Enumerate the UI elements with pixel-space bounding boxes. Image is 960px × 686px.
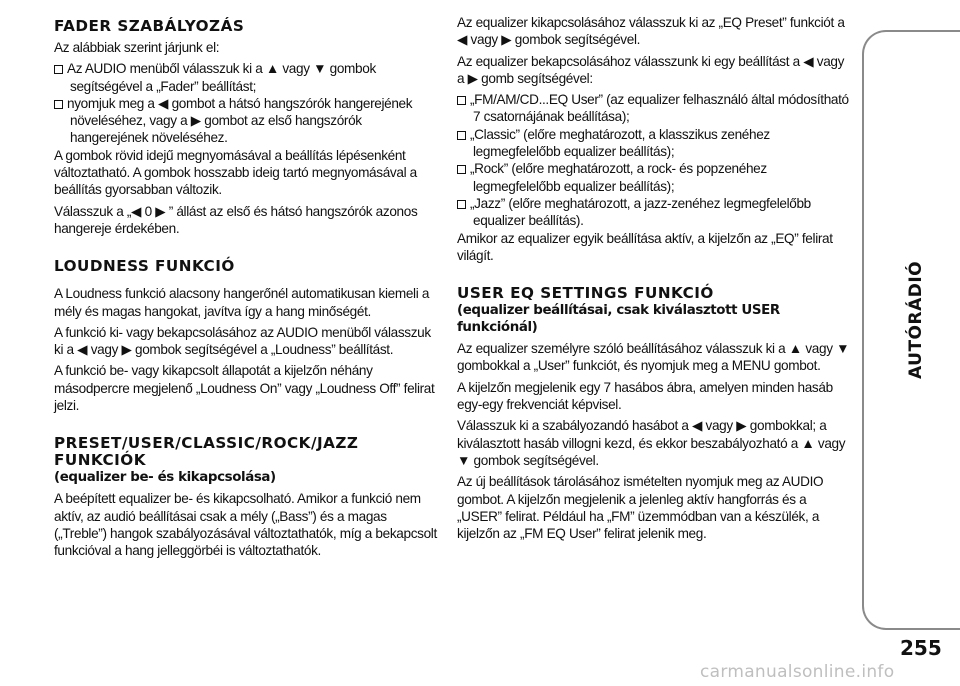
fader-paragraph-3: Válasszuk a „◀ 0 ▶ ” állást az első és hátsó hangszórók azonos hangereje érdekében. xyxy=(54,203,418,236)
chapter-tab-label: AUTÓRÁDIÓ xyxy=(906,260,926,380)
eq-list-item-3: „Rock” (előre meghatározott, a rock- és popzenéhez legmegfelelőbb equalizer beállítás); xyxy=(457,160,851,195)
checkbox-bullet-icon xyxy=(457,165,466,174)
checkbox-bullet-icon xyxy=(54,100,63,109)
eq-paragraph-1: Az equalizer kikapcsolásához válasszuk ki az „EQ Preset” funkciót a ◀ vagy ▶ gombok segítségével. xyxy=(457,15,845,48)
user-paragraph-2: A kijelzőn megjelenik egy 7 hasábos ábra, amelyen minden hasáb egy-egy frekvenciát képvisel. xyxy=(457,379,833,413)
fader-list-item-2: nyomjuk meg a ◀ gombot a hátsó hangszórók hangerejének növeléséhez, vagy a ▶ gombot az első hangszórók hangerejének növeléséhez. xyxy=(54,95,442,147)
user-paragraph-4: Az új beállítások tárolásához ismételten nyomjuk meg az AUDIO gombot. A kijelzőn megjelenik a jelenleg aktív hangforrás és a „USER” felirat. Például ha „FM” üzemmódban van a készülék, a kijelzőn az „FM EQ User” felirat jelenik meg. xyxy=(457,474,824,542)
loudness-paragraph-2: A funkció ki- vagy bekapcsolásához az AUDIO menüből válasszuk ki a ◀ vagy ▶ gombok segítségével a „Loudness” beállítást. xyxy=(54,324,431,358)
watermark: carmanualsonline.info xyxy=(700,662,895,682)
preset-paragraph-1: A beépített equalizer be- és kikapcsolható. Amikor a funkció nem aktív, az audió beállításai csak a mély („Bass”) és a magas („Treble”) hangok szabályozásával változtathatók, míg a bekapcsolt funkcióval a hang jelleggörbéi is változtathatók. xyxy=(54,491,437,559)
heading-fader: FADER SZABÁLYOZÁS xyxy=(54,17,245,35)
right-column xyxy=(457,14,851,542)
left-column xyxy=(54,14,442,560)
user-paragraph-3: Válasszuk ki a szabályozandó hasábot a ◀ vagy ▶ gombokkal; a kiválasztott hasáb villogni kezd, és ekkor beszabályozható a ▲ vagy ▼ gombok segítségével. xyxy=(457,418,846,468)
checkbox-bullet-icon xyxy=(457,200,466,209)
fader-list-item-1: Az AUDIO menüből válasszuk ki a ▲ vagy ▼ gombok segítségével a „Fader” beállítást; xyxy=(54,60,442,95)
eq-list-item-1: „FM/AM/CD...EQ User” (az equalizer felhasználó által módosítható 7 csatornájának beállítása); xyxy=(457,91,851,126)
loudness-paragraph-1: A Loudness funkció alacsony hangerőnél automatikusan kiemeli a mély és magas hangokat, javítva így a hang minőségét. xyxy=(54,286,430,319)
fader-intro: Az alábbiak szerint járjunk el: xyxy=(54,40,220,55)
eq-paragraph-2: Az equalizer bekapcsolásához válasszunk ki egy beállítást a ◀ vagy a ▶ gomb segítségével: xyxy=(457,53,845,86)
checkbox-bullet-icon xyxy=(457,96,466,105)
eq-list-item-4: „Jazz” (előre meghatározott, a jazz-zenéhez legmegfelelőbb equalizer beállítás). xyxy=(457,195,851,230)
checkbox-bullet-icon xyxy=(54,65,63,74)
heading-preset: PRESET/USER/CLASSIC/ROCK/JAZZ FUNKCIÓK xyxy=(54,434,359,470)
chapter-sidebar xyxy=(862,0,960,686)
page-number: 255 xyxy=(900,636,942,660)
eq-list-item-2: „Classic” (előre meghatározott, a klasszikus zenéhez legmegfelelőbb equalizer beállítás); xyxy=(457,126,851,161)
subheading-preset: (equalizer be- és kikapcsolása) xyxy=(54,470,276,486)
fader-paragraph-2: A gombok rövid idejű megnyomásával a beállítás lépésenként változtatható. A gombok hosszabb ideig tartó megnyomásával a beállítás gyorsabban változik. xyxy=(54,147,417,198)
heading-user-eq: USER EQ SETTINGS FUNKCIÓ xyxy=(457,284,714,303)
heading-loudness: LOUDNESS FUNKCIÓ xyxy=(54,257,235,276)
user-paragraph-1: Az equalizer személyre szóló beállításához válasszuk ki a ▲ vagy ▼ gombokkal a „User” funkciót, és nyomjuk meg a MENU gombot. xyxy=(457,341,850,374)
subheading-user-eq: (equalizer beállításai, csak kiválasztott USER funkciónál) xyxy=(457,303,780,336)
checkbox-bullet-icon xyxy=(457,131,466,140)
eq-paragraph-3: Amikor az equalizer egyik beállítása aktív, a kijelzőn az „EQ” felirat világít. xyxy=(457,230,833,263)
loudness-paragraph-3: A funkció be- vagy kikapcsolt állapotát a kijelzőn néhány másodpercre megjelenő „Loudness On” vagy „Loudness Off” felirat jelzi. xyxy=(54,363,435,414)
